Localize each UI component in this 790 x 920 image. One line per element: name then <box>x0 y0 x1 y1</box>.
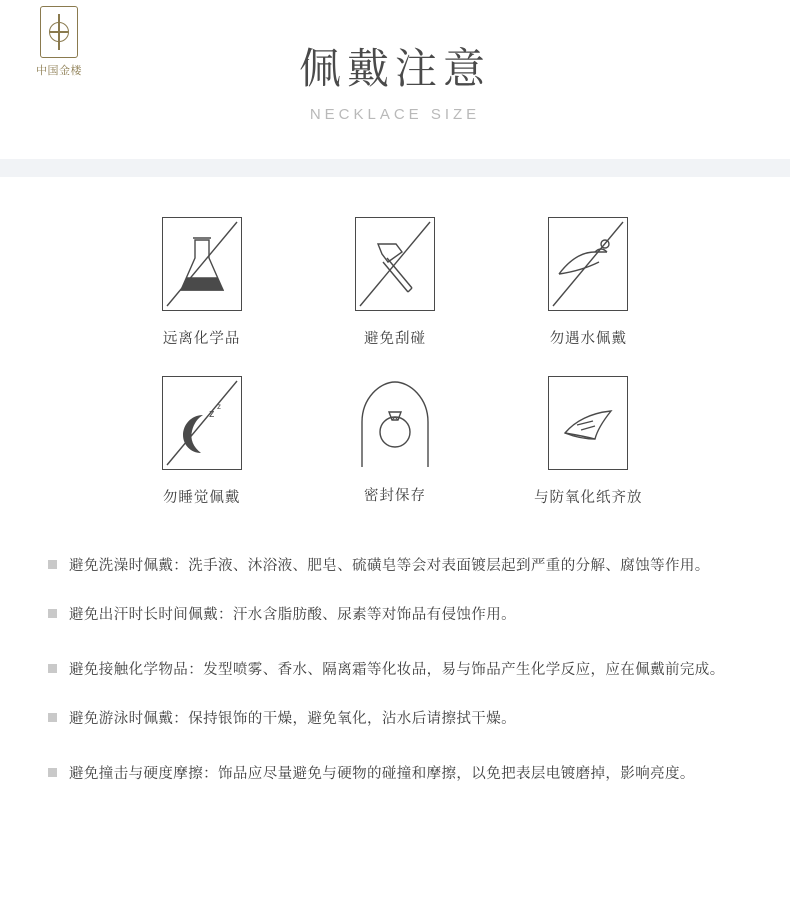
page-title: 佩戴注意 <box>298 44 491 93</box>
care-item-caption: 勿睡觉佩戴 <box>162 490 241 507</box>
care-item-caption: 勿遇水佩戴 <box>549 331 628 348</box>
list-item <box>48 657 742 684</box>
care-item-caption: 避免刮碰 <box>363 331 426 348</box>
flask-chemicals-icon <box>162 217 242 311</box>
list-item <box>48 553 742 580</box>
list-item-text: 避免洗澡时佩戴：洗手液、沐浴液、肥皂、硫磺皂等会对表面镀层起到严重的分解、腐蚀等作用。 <box>69 558 710 575</box>
care-icon-grid <box>105 217 685 507</box>
svg-text:z: z <box>216 402 221 412</box>
list-item-text: 避免出汗时长时间佩戴：汗水含脂肪酸、尿素等对饰品有侵蚀作用。 <box>69 607 516 624</box>
logo-horizontal-bar <box>50 31 68 33</box>
list-item <box>48 706 742 733</box>
hammer-scratch-icon <box>355 217 435 311</box>
section-divider-inner <box>0 159 790 177</box>
anti-oxidation-paper-icon <box>548 376 628 470</box>
brand-logo <box>4 6 114 78</box>
care-item <box>105 217 298 348</box>
moon-sleep-icon <box>162 376 242 470</box>
page-header <box>0 0 790 123</box>
bullet-square-icon <box>48 664 57 673</box>
care-item-caption: 与防氧化纸齐放 <box>534 490 643 507</box>
list-item-text: 避免游泳时佩戴：保持银饰的干燥，避免氧化，沾水后请擦拭干燥。 <box>69 710 516 727</box>
ring-seal-storage-icon <box>356 376 434 468</box>
bullet-square-icon <box>48 713 57 722</box>
section-divider-band <box>0 159 790 177</box>
care-item <box>298 376 491 507</box>
care-item <box>105 376 298 507</box>
care-item-caption: 远离化学品 <box>162 331 241 348</box>
bullet-square-icon <box>48 768 57 777</box>
brand-name: 中国金楼 <box>36 64 82 77</box>
care-item <box>492 217 685 348</box>
page-subtitle: NECKLACE SIZE <box>309 106 481 124</box>
svg-text:z: z <box>208 408 215 421</box>
list-item <box>48 761 742 788</box>
shield-monogram-icon <box>40 6 78 58</box>
list-item-text: 避免撞击与硬度摩擦：饰品应尽量避免与硬物的碰撞和摩擦，以免把表层电镀磨掉，影响亮度。 <box>69 765 695 782</box>
care-item <box>298 217 491 348</box>
list-item <box>48 602 742 629</box>
care-item-caption: 密封保存 <box>363 488 426 505</box>
bullet-square-icon <box>48 609 57 618</box>
care-notes-list <box>48 553 742 787</box>
care-item <box>492 376 685 507</box>
bullet-square-icon <box>48 560 57 569</box>
hand-water-drop-icon <box>548 217 628 311</box>
list-item-text: 避免接触化学物品：发型喷雾、香水、隔离霜等化妆品，易与饰品产生化学反应，应在佩戴前完成。 <box>69 662 725 679</box>
